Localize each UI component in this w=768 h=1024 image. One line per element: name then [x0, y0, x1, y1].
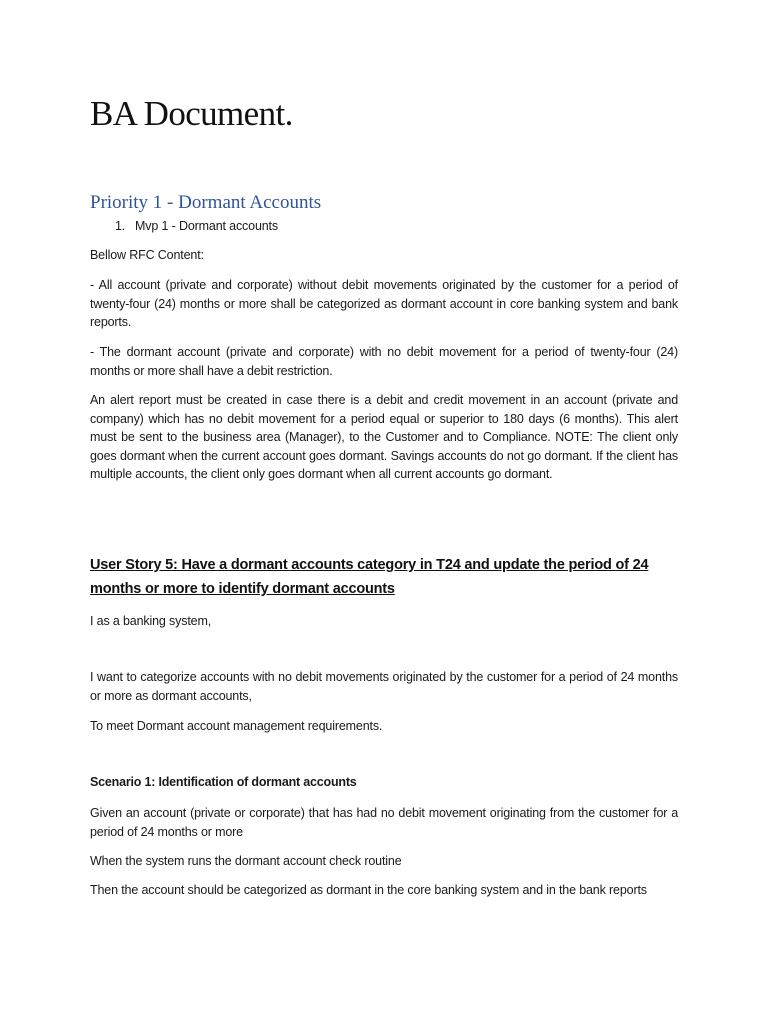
list-number: 1.	[115, 219, 126, 233]
user-story-title: User Story 5: Have a dormant accounts category in T24 and update the period of 24 months or more to identify dormant accounts	[90, 557, 649, 597]
mvp-list-item	[115, 217, 278, 236]
scenario-then: Then the account should be categorized as dormant in the core banking system and in the bank reports	[90, 883, 647, 897]
user-story-goal: To meet Dormant account management requirements.	[90, 719, 383, 733]
scenario-given: Given an account (private or corporate) that has had no debit movement originating from the customer for a period of 24 months or more	[90, 806, 678, 839]
priority-heading: Priority 1 - Dormant Accounts	[90, 192, 322, 213]
mvp-label: Mvp 1 - Dormant accounts	[135, 219, 278, 233]
rfc-intro: Bellow RFC Content:	[90, 248, 204, 262]
user-story-role: I as a banking system,	[90, 614, 212, 628]
rfc-paragraph-1: - All account (private and corporate) without debit movements originated by the customer for a period of twenty-four (24) months or more shall be categorized as dormant account in core banking system and bank reports.	[90, 278, 678, 329]
scenario-when: When the system runs the dormant account check routine	[90, 854, 402, 868]
user-story-want: I want to categorize accounts with no debit movements originated by the customer for a period of 24 months or more as dormant accounts,	[90, 670, 678, 703]
scenario-title: Scenario 1: Identification of dormant accounts	[90, 775, 357, 789]
document-title: BA Document.	[90, 94, 293, 133]
rfc-paragraph-3: An alert report must be created in case there is a debit and credit movement in an account (private and company) which has no debit movement for a period equal or superior to 180 days (6 months). This alert must be sent to the business area (Manager), to the Customer and to Compliance. NOTE: The client only goes dormant when the current account goes dormant. Savings accounts do not go dormant. If the client has multiple accounts, the client only goes dormant when all current accounts go dormant.	[90, 393, 678, 481]
rfc-paragraph-2: - The dormant account (private and corporate) with no debit movement for a period of twenty-four (24) months or more shall have a debit restriction.	[90, 345, 678, 378]
